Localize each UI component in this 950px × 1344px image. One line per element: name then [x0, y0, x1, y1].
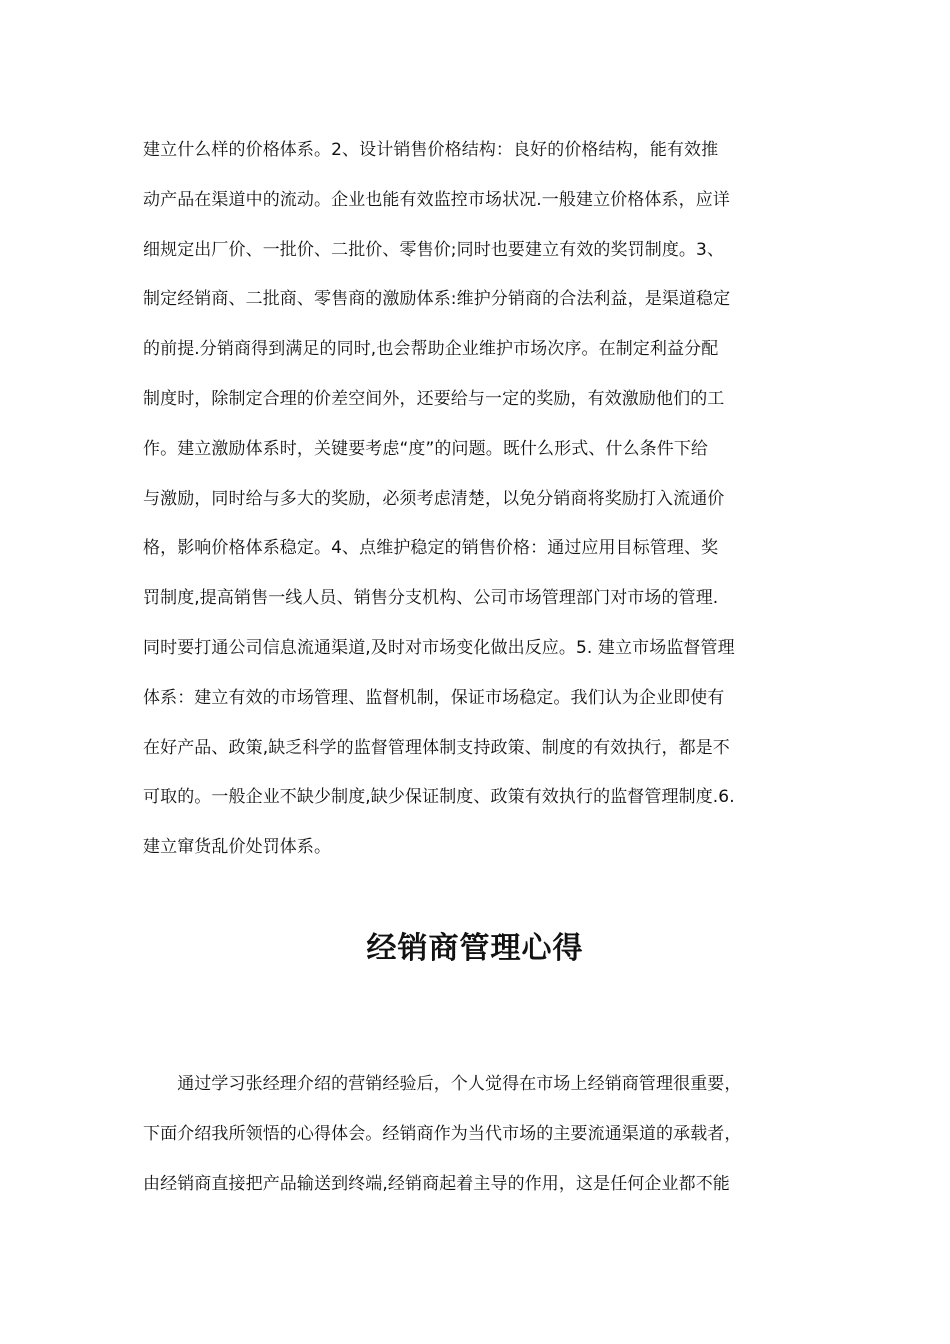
upper-paragraph	[143, 126, 808, 873]
paragraph-line: 制定经销商、二批商、零售商的激励体系:维护分销商的合法利益，是渠道稳定	[143, 289, 731, 310]
paragraph-line: 建立窜货乱价处罚体系。	[143, 837, 332, 858]
paragraph-line: 可取的。一般企业不缺少制度,缺少保证制度、政策有效执行的监督管理制度.6.	[143, 787, 735, 808]
paragraph-line: 在好产品、政策,缺乏科学的监督管理体制支持政策、制度的有效执行，都是不	[143, 737, 730, 758]
paragraph-line: 动产品在渠道中的流动。企业也能有效监控市场状况.一般建立价格体系，应详	[143, 189, 730, 210]
paragraph-line: 细规定出厂价、一批价、二批价、零售价;同时也要建立有效的奖罚制度。3、	[143, 239, 725, 260]
section-heading: 经销商管理心得	[366, 931, 584, 966]
paragraph-line: 与激励，同时给与多大的奖励，必须考虑清楚，以免分销商将奖励打入流通价	[143, 488, 725, 509]
paragraph-line: 的前提.分销商得到满足的同时,也会帮助企业维护市场次序。在制定利益分配	[143, 339, 719, 360]
paragraph-line: 制度时，除制定合理的价差空间外，还要给与一定的奖励，有效激励他们的工	[143, 388, 725, 409]
paragraph-line: 罚制度,提高销售一线人员、销售分支机构、公司市场管理部门对市场的管理.	[143, 588, 719, 609]
paragraph-line: 格，影响价格体系稳定。4、点维护稳定的销售价格：通过应用目标管理、奖	[143, 538, 719, 559]
paragraph-line: 体系：建立有效的市场管理、监督机制，保证市场稳定。我们认为企业即使有	[143, 687, 725, 708]
paragraph-line: 作。建立激励体系时，关键要考虑“度”的问题。既什么形式、什么条件下给	[143, 438, 709, 459]
paragraph-line: 同时要打通公司信息流通渠道,及时对市场变化做出反应。5. 建立市场监督管理	[143, 637, 735, 658]
paragraph-line: 通过学习张经理介绍的营销经验后，个人觉得在市场上经销商管理很重要，	[143, 1074, 742, 1094]
lower-paragraph	[143, 1060, 808, 1209]
paragraph-line: 由经销商直接把产品输送到终端,经销商起着主导的作用，这是任何企业都不能	[143, 1173, 730, 1194]
paragraph-line: 建立什么样的价格体系。2、设计销售价格结构：良好的价格结构，能有效推	[143, 140, 719, 160]
paragraph-line: 下面介绍我所领悟的心得体会。经销商作为当代市场的主要流通渠道的承载者，	[143, 1123, 742, 1144]
